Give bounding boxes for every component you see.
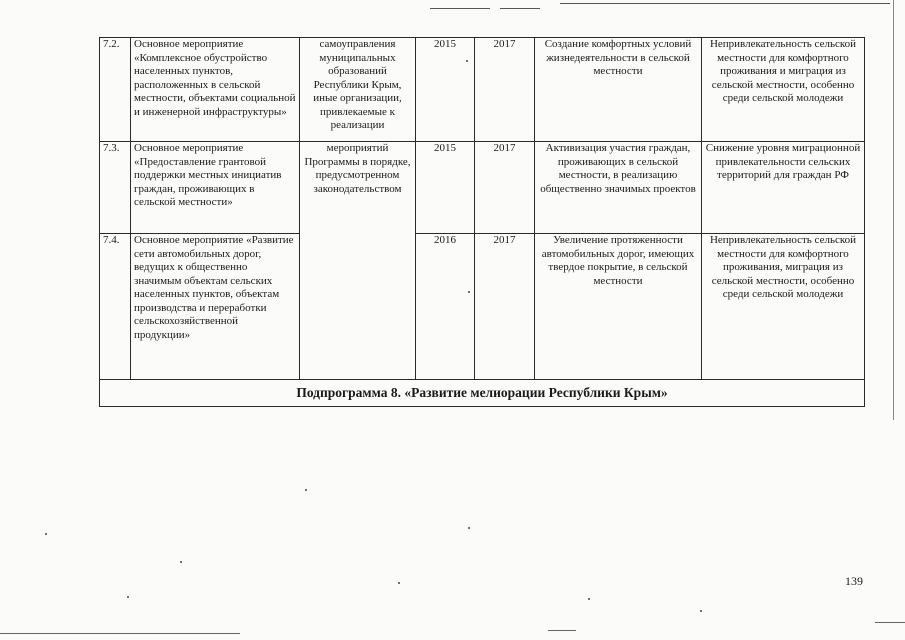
scan-edge-bottom xyxy=(548,630,576,631)
measure-name: Основное мероприятие «Предоставление грантовой поддержки местных инициатив граждан, проживающих в сельской местности» xyxy=(131,142,300,234)
row-number: 7.3. xyxy=(100,142,131,234)
scan-speck xyxy=(588,598,590,600)
subprogram-row xyxy=(100,380,865,407)
scan-edge xyxy=(893,0,894,420)
table-row xyxy=(100,38,865,142)
consequence: Снижение уровня миграционной привлекательности сельских территорий для граждан РФ xyxy=(702,142,865,234)
measure-name: Основное мероприятие «Комплексное обустройство населенных пунктов, расположенных в сельской местности, объектами социальной и инженерной инфраструктуры» xyxy=(131,38,300,142)
end-year: 2017 xyxy=(475,142,535,234)
scan-speck xyxy=(466,60,468,62)
executor-cell: мероприятий Программы в порядке, предусмотренном законодательством xyxy=(300,142,416,234)
scan-edge-bottom xyxy=(875,622,905,623)
row-number: 7.4. xyxy=(100,234,131,380)
scan-speck xyxy=(127,596,129,598)
measures-table xyxy=(99,37,865,407)
start-year: 2015 xyxy=(416,142,475,234)
scan-speck xyxy=(468,527,470,529)
scan-speck xyxy=(398,582,400,584)
end-year: 2017 xyxy=(475,38,535,142)
start-year: 2015 xyxy=(416,38,475,142)
scan-speck xyxy=(700,610,702,612)
page-top-edge xyxy=(0,0,905,40)
direct-result: Создание комфортных условий жизнедеятельности в сельской местности xyxy=(535,38,702,142)
direct-result: Увеличение протяженности автомобильных дорог, имеющих твердое покрытие, в сельской местности xyxy=(535,234,702,380)
consequence: Непривлекательность сельской местности для комфортного проживания и миграция из сельской местности, особенно среди сельской молодежи xyxy=(702,38,865,142)
table-row xyxy=(100,234,865,380)
start-year: 2016 xyxy=(416,234,475,380)
scan-edge-bottom xyxy=(0,633,240,634)
scan-speck xyxy=(468,291,470,293)
executor-cell xyxy=(300,234,416,380)
measure-name: Основное мероприятие «Развитие сети автомобильных дорог, ведущих к общественно значимым объектам сельских населенных пунктов, объектам производства и переработки сельскохозяйственной продукции» xyxy=(131,234,300,380)
executor-cell: самоуправления муниципальных образований Республики Крым, иные организации, привлекаемые к реализации xyxy=(300,38,416,142)
scan-speck xyxy=(45,533,47,535)
subprogram-title: Подпрограмма 8. «Развитие мелиорации Республики Крым» xyxy=(100,380,865,407)
scan-speck xyxy=(180,561,182,563)
end-year: 2017 xyxy=(475,234,535,380)
scan-speck xyxy=(305,489,307,491)
direct-result: Активизация участия граждан, проживающих в сельской местности, в реализацию общественно значимых проектов xyxy=(535,142,702,234)
row-number: 7.2. xyxy=(100,38,131,142)
table-row xyxy=(100,142,865,234)
page-number: 139 xyxy=(845,574,863,588)
consequence: Непривлекательность сельской местности для комфортного проживания, миграция из сельской местности, особенно среди сельской молодежи xyxy=(702,234,865,380)
